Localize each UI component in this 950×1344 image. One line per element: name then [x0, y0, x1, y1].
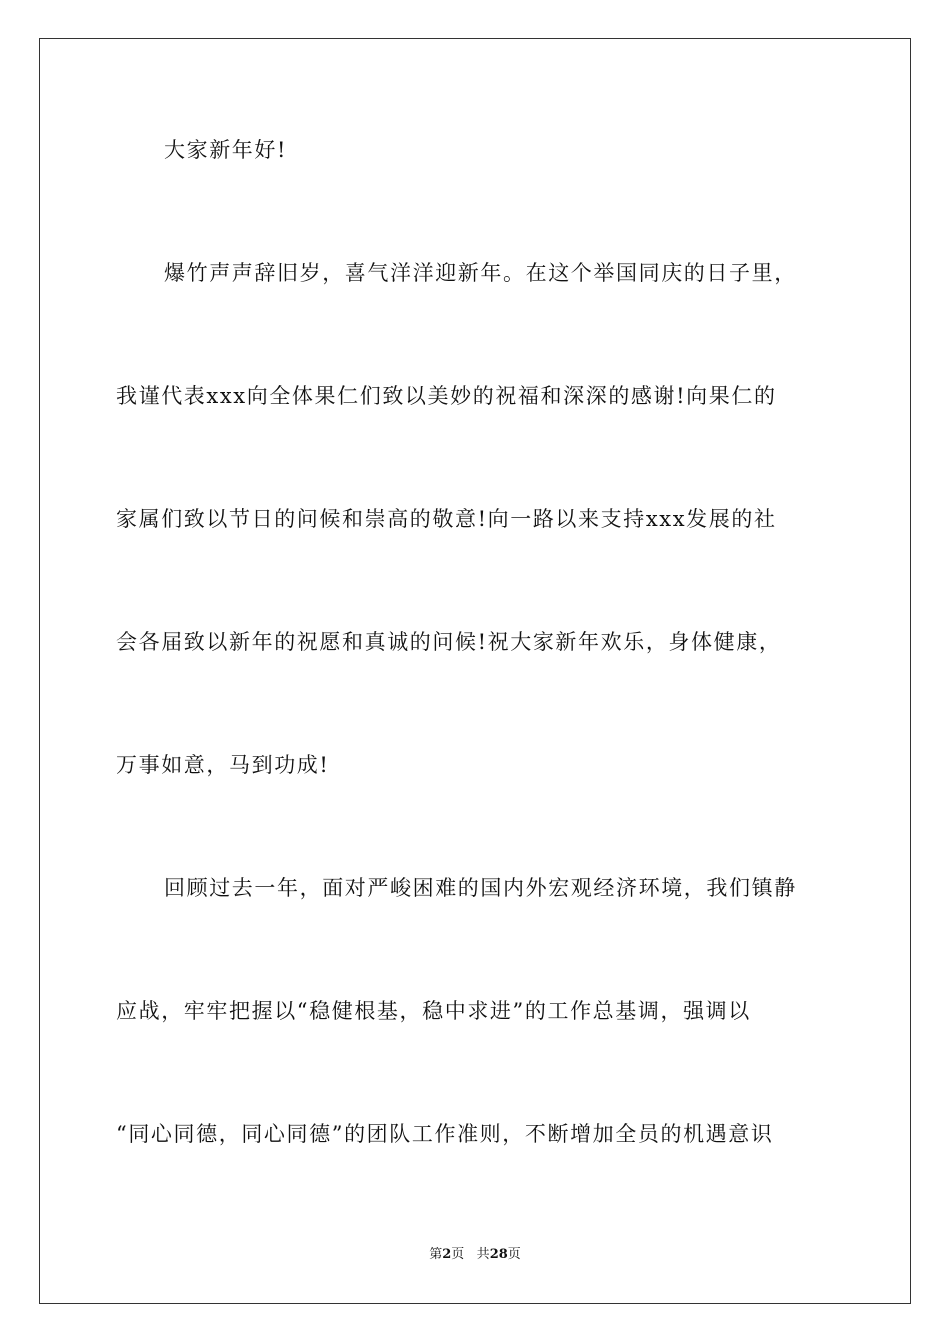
page-suffix: 页 [451, 1247, 465, 1262]
text-line-2: 爆竹声声辞旧岁，喜气洋洋迎新年。在这个举国同庆的日子里， [164, 261, 797, 285]
total-prefix: 共 [476, 1247, 490, 1262]
text-line-1: 大家新年好! [164, 138, 288, 162]
page-number: 2 [442, 1247, 452, 1262]
text-line-7: 回顾过去一年，面对严峻困难的国内外宏观经济环境，我们镇静 [164, 876, 797, 900]
total-suffix: 页 [507, 1247, 521, 1262]
text-line-9: “同心同德，同心同德”的团队工作准则，不断增加全员的机遇意识 [116, 1122, 774, 1146]
total-pages: 28 [489, 1247, 508, 1262]
text-line-4: 家属们致以节日的问候和崇高的敬意!向一路以来支持xxx发展的社 [116, 507, 777, 531]
page-border [39, 38, 911, 1304]
text-line-5: 会各届致以新年的祝愿和真诚的问候!祝大家新年欢乐，身体健康， [116, 630, 782, 654]
text-line-8: 应战，牢牢把握以“稳健根基，稳中求进”的工作总基调，强调以 [116, 999, 751, 1023]
page-footer [0, 1246, 950, 1264]
text-line-6: 万事如意，马到功成! [116, 753, 330, 777]
page-prefix: 第 [429, 1247, 443, 1262]
text-line-3: 我谨代表xxx向全体果仁们致以美妙的祝福和深深的感谢!向果仁的 [116, 384, 777, 408]
